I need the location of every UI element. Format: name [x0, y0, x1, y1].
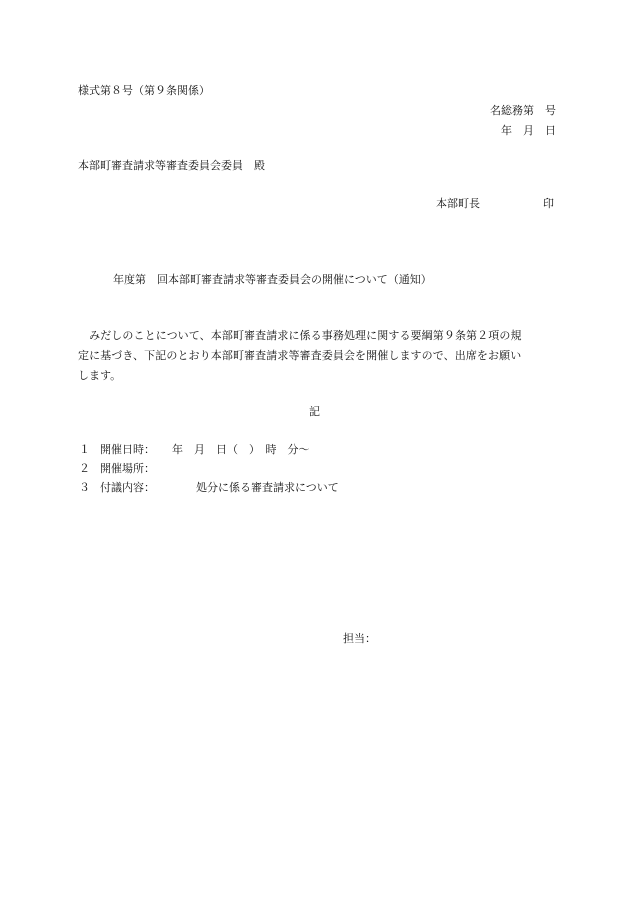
subject-title: 年度第 回本部町審査請求等審査委員会の開催について（通知） — [113, 273, 432, 286]
document-date: 年 月 日 — [501, 124, 556, 137]
form-label: 様式第８号（第９条関係） — [78, 84, 210, 97]
body-line-2: 定に基づき、下記のとおり本部町審査請求等審査委員会を開催しますので、出席をお願い — [78, 349, 522, 362]
sender-seal: 印 — [543, 197, 554, 210]
item-value: 年 月 日（ ） 時 分〜 — [172, 443, 310, 456]
item-number: ３ — [79, 481, 90, 494]
body-line-3: します。 — [78, 369, 122, 382]
item-label: 開催場所： — [100, 462, 155, 475]
item-number: １ — [79, 443, 90, 456]
item-value: 処分に係る審査請求について — [196, 481, 339, 494]
body-line-1: みだしのことについて、本部町審査請求に係る事務処理に関する要綱第９条第２項の規 — [78, 329, 522, 342]
addressee: 本部町審査請求等審査委員会委員 殿 — [78, 159, 265, 172]
item-number: ２ — [79, 462, 90, 475]
contact-label: 担当： — [343, 632, 376, 645]
sender-name: 本部町長 — [436, 197, 480, 210]
ki-heading: 記 — [309, 405, 320, 418]
item-label: 開催日時： — [100, 443, 155, 456]
document-number: 名総務第 号 — [490, 104, 556, 117]
item-label: 付議内容： — [100, 481, 155, 494]
